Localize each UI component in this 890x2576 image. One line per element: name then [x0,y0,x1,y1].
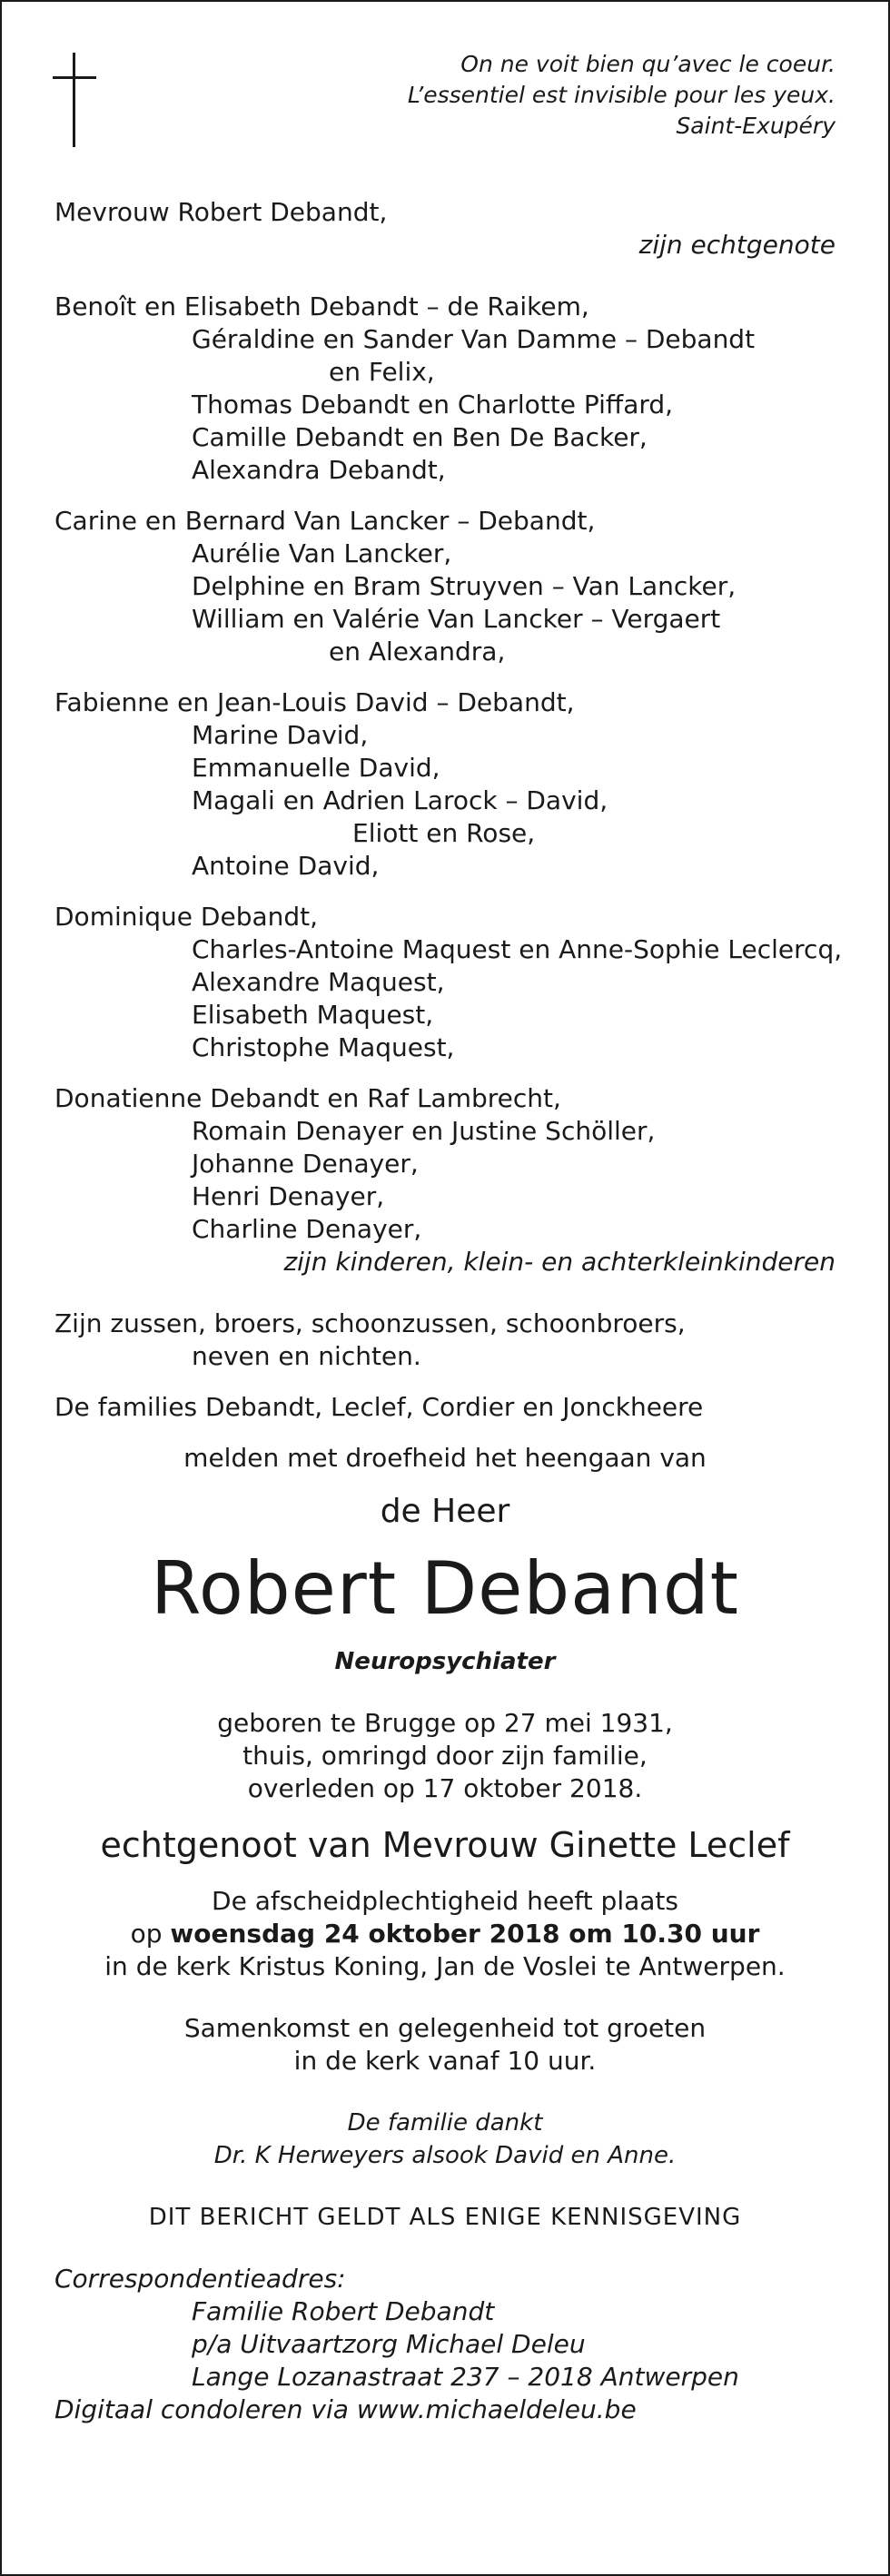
family-member: Marine David, [192,720,369,750]
family-member: Charline Denayer, [192,1214,422,1244]
profession: Neuropsychiater [334,1648,556,1675]
family-member: Delphine en Bram Struyven – Van Lancker, [192,571,737,601]
ceremony-date: woensdag 24 oktober 2018 om 10.30 uur [170,1919,760,1949]
family-member: William en Valérie Van Lancker – Vergaert [192,604,721,634]
family-member: Alexandra Debandt, [192,455,446,485]
quote-line: L’essentiel est invisible pour les yeux. [407,82,836,108]
family-member: Alexandre Maquest, [192,967,445,997]
ceremony-date-line [54,1918,836,1950]
birth-line: geboren te Brugge op 27 mei 1931, [217,1708,673,1738]
family-member: Thomas Debandt en Charlotte Piffard, [192,390,674,419]
siblings-line: neven en nichten. [192,1341,421,1371]
quote-block [408,49,836,142]
cross-icon [53,53,96,147]
announce-line: melden met droefheid het heengaan van [183,1443,707,1473]
family-member: Géraldine en Sander Van Damme – Debandt [192,324,756,354]
correspondence-line: p/a Uitvaartzorg Michael Deleu [192,2329,586,2359]
family-member: Emmanuelle David, [192,753,440,783]
thanks-line: Dr. K Herweyers alsook David en Anne. [213,2142,677,2169]
spouse-line: echtgenoot van Mevrouw Ginette Leclef [100,1825,790,1865]
family-member: Johanne Denayer, [192,1149,419,1179]
birth-line: overleden op 17 oktober 2018. [247,1773,643,1803]
family-member: Eliott en Rose, [352,818,536,848]
deceased-name: Robert Debandt [150,1546,740,1631]
family-member: Camille Debandt en Ben De Backer, [192,422,648,452]
ceremony-line: De afscheidplechtigheid heeft plaats [212,1886,678,1916]
spouse-name: Mevrouw Robert Debandt, [54,197,388,227]
family-member: Henri Denayer, [192,1181,385,1211]
families-line: De families Debandt, Leclef, Cordier en Jonckheere [54,1392,704,1422]
family-member: Romain Denayer en Justine Schöller, [192,1116,656,1146]
obituary-body [54,196,843,2426]
family-member: en Alexandra, [329,637,506,666]
ceremony-line: in de kerk Kristus Koning, Jan de Voslei te Antwerpen. [104,1951,786,1981]
family-list [54,291,843,1246]
quote-author: Saint-Exupéry [676,113,836,139]
honorific: de Heer [380,1493,510,1530]
thanks-line: De familie dankt [347,2109,543,2137]
family-member: Antoine David, [192,851,380,881]
family-head: Benoît en Elisabeth Debandt – de Raikem, [54,291,589,321]
notice-line: DIT BERICHT GELDT ALS ENIGE KENNISGEVING [148,2204,742,2231]
family-member: Christophe Maquest, [192,1032,455,1062]
family-member: Magali en Adrien Larock – David, [192,785,608,815]
family-head: Carine en Bernard Van Lancker – Debandt, [54,506,596,536]
children-relation: zijn kinderen, klein- en achterkleinkinderen [283,1247,836,1277]
correspondence-line: Lange Lozanastraat 237 – 2018 Antwerpen [192,2362,739,2392]
family-member: en Felix, [329,357,435,387]
family-member: Aurélie Van Lancker, [192,538,452,568]
quote-line: On ne voit bien qu’avec le coeur. [460,51,836,77]
spouse-relation: zijn echtgenote [638,230,836,260]
family-head: Fabienne en Jean-Louis David – Debandt, [54,687,575,717]
condolence-link[interactable]: Digitaal condoleren via www.michaeldeleu.be [54,2394,637,2424]
family-member: Charles-Antoine Maquest en Anne-Sophie Leclercq, [192,934,843,964]
correspondence-label: Correspondentieadres: [54,2264,346,2294]
siblings-line: Zijn zussen, broers, schoonzussen, schoonbroers, [54,1308,686,1338]
gathering-line: Samenkomst en gelegenheid tot groeten [183,2013,707,2043]
birth-line: thuis, omringd door zijn familie, [242,1741,648,1771]
family-member: Elisabeth Maquest, [192,1000,434,1030]
family-head: Donatienne Debandt en Raf Lambrecht, [54,1083,561,1113]
family-head: Dominique Debandt, [54,902,319,932]
correspondence-line: Familie Robert Debandt [192,2296,495,2326]
ceremony-prefix: op [130,1919,171,1949]
gathering-line: in de kerk vanaf 10 uur. [293,2046,597,2076]
